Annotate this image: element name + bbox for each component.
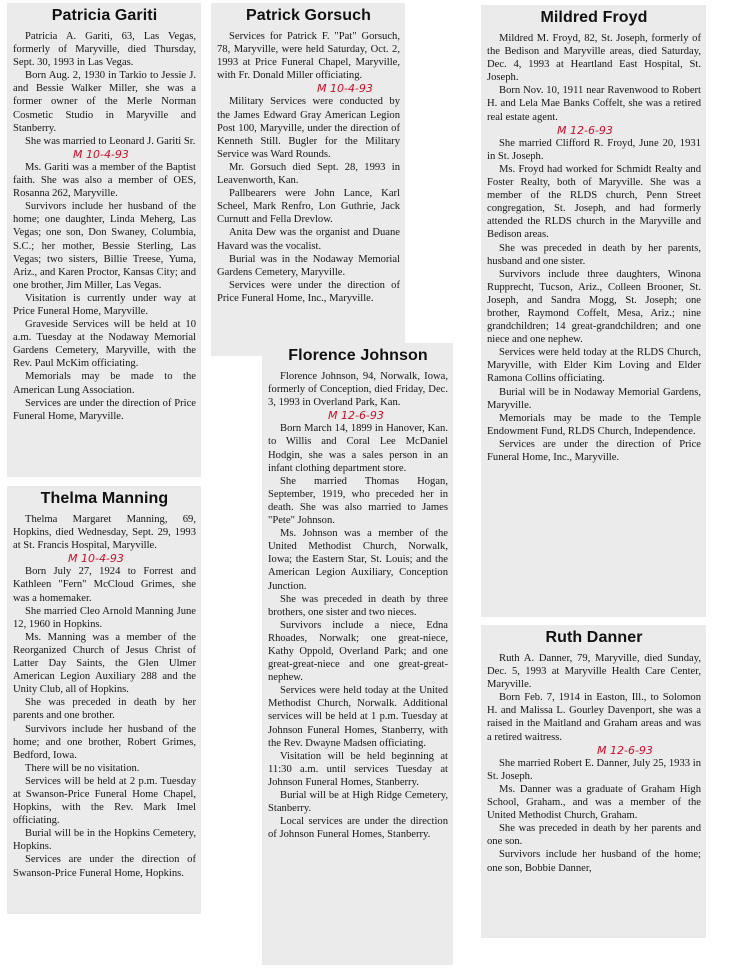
obituary-paragraph: Services are under the direction of Price Funeral Home, Inc., Maryville. (487, 438, 701, 463)
obituary-clipping-johnson (262, 343, 453, 965)
obituary-clipping-gariti (7, 3, 201, 477)
obituary-title: Mildred Froyd (540, 9, 648, 26)
obituary-paragraph: Ms. Manning was a member of the Reorganized Church of Jesus Christ of Latter Day Saints, the Glen Ulmer American Legion Auxiliary 288 and the Unity Club, all of Hopkins. (13, 631, 196, 696)
obituary-paragraph: Florence Johnson, 94, Norwalk, Iowa, formerly of Conception, died Friday, Dec. 3, 1993 in Overland Park, Kan. (268, 371, 448, 409)
obituary-paragraph: Survivors include her husband of the home; one son, Bobbie Danner, (487, 849, 701, 874)
obituary-paragraph: Survivors include three daughters, Winona Rupprecht, Tucson, Ariz., Colleen Brooner, St. Joseph, and Sandra Mogg, St. Joseph; one brother, Raymond Coffelt, Mesa, Ariz.; nine grandchildren; 14 great-grandchildren; and one niece and one nephew. (487, 268, 701, 346)
obituary-paragraph: Memorials may be made to the Temple Endowment Fund, RLDS Church, Independence. (487, 412, 701, 437)
obituary-paragraph: Thelma Margaret Manning, 69, Hopkins, died Wednesday, Sept. 29, 1993 at St. Francis Hospital, Maryville. (13, 514, 196, 552)
obituary-paragraph: Burial will be at High Ridge Cemetery, Stanberry. (268, 790, 448, 815)
obituary-paragraph: Services will be held at 2 p.m. Tuesday at Swanson-Price Funeral Home Chapel, Hopkins, with the Rev. Mark Imel officiating. (13, 775, 196, 827)
obituary-paragraph: Born July 27, 1924 to Forrest and Kathleen "Fern" McCloud Grimes, she was a homemaker. (13, 566, 196, 604)
obituary-paragraph: Services are under the direction of Swanson-Price Funeral Home, Hopkins. (13, 854, 196, 879)
obituary-clipping-froyd (481, 5, 706, 617)
obituary-paragraph: Memorials may be made to the American Lung Association. (13, 371, 196, 396)
obituary-title: Patrick Gorsuch (245, 7, 372, 24)
obituary-paragraph: Services were under the direction of Price Funeral Home, Inc., Maryville. (217, 279, 400, 304)
obituary-clipping-manning (7, 486, 201, 914)
obituary-paragraph: Services for Patrick F. "Pat" Gorsuch, 78, Maryville, were held Saturday, Oct. 2, 1993 at Price Funeral Chapel, Maryville, with Fr. Donald Miller officiating. (217, 31, 400, 82)
obituary-paragraph: Patricia A. Gariti, 63, Las Vegas, formerly of Maryville, died Thursday, Sept. 30, 1993 in Las Vegas. (13, 31, 196, 69)
obituary-title: Florence Johnson (288, 347, 428, 364)
obituary-paragraph: She married Cleo Arnold Manning June 12, 1960 in Hopkins. (13, 605, 196, 630)
obituary-paragraph: Ms. Danner was a graduate of Graham High School, Graham., and was a member of the United Methodist Church, Graham. (487, 783, 701, 822)
obituary-paragraph: Services were held today at the United Methodist Church, Norwalk. Additional services will be held at 1 p.m. Tuesday at Johnson Funeral Homes, Stanberry, with the Rev. Dwayne Madsen officiating. (268, 685, 448, 749)
obituary-paragraph: Burial was in the Nodaway Memorial Gardens Cemetery, Maryville. (217, 253, 400, 278)
handwritten-note: M 12-6-93 (597, 743, 653, 757)
obituary-paragraph: She was married to Leonard J. Gariti Sr. (25, 135, 196, 147)
obituary-paragraph: Ms. Gariti was a member of the Baptist faith. She was also a member of OES, Rosanna 262, Maryville. (13, 161, 196, 200)
obituary-paragraph: There will be no visitation. (25, 762, 140, 774)
obituary-paragraph: Local services are under the direction of Johnson Funeral Homes, Stanberry. (268, 816, 448, 841)
obituary-paragraph: She married Clifford R. Froyd, June 20, 1931 in St. Joseph. (487, 137, 701, 162)
obituary-paragraph: Services are under the direction of Price Funeral Home, Maryville. (13, 397, 196, 422)
obituary-paragraph: Services were held today at the RLDS Church, Maryville, with Elder Kim Loving and Elder Ramona Collins officiating. (487, 347, 701, 385)
obituary-paragraph: She married Thomas Hogan, September, 1919, who preceded her in death. She was also married to James "Pete" Johnson. (268, 475, 448, 527)
obituary-paragraph: Anita Dew was the organist and Duane Havard was the vocalist. (217, 227, 400, 252)
obituary-title: Ruth Danner (545, 629, 643, 646)
obituary-paragraph: Survivors include her husband of the home; one daughter, Linda Meherg, Las Vegas; one son, Don Swaney, Columbia, S.C.; her mother, Bessie Sterling, Las Vegas; two sisters, Billie Treese, Yuma, Ariz., and Karen Proctor, Kansas City; and one brother, Jim Miller, Las Vegas. (13, 201, 196, 291)
handwritten-note: M 12-6-93 (557, 123, 613, 137)
obituary-paragraph: Survivors include her husband of the home; and one brother, Robert Grimes, Bedford, Iowa. (13, 723, 196, 761)
obituary-paragraph: Mildred M. Froyd, 82, St. Joseph, formerly of the Bedison and Maryville areas, died Saturday, Dec. 4, 1993 at Heartland East Hospital, St. Joseph. (487, 33, 701, 84)
obituary-paragraph: Pallbearers were John Lance, Karl Scheel, Mark Renfro, Lon Guthrie, Jack Curnutt and Fella Drevlow. (217, 188, 400, 226)
obituary-paragraph: Burial will be in the Hopkins Cemetery, Hopkins. (13, 828, 196, 853)
obituary-clipping-danner (481, 625, 706, 938)
obituary-paragraph: Burial will be in Nodaway Memorial Gardens, Maryville. (487, 386, 701, 411)
obituary-paragraph: Survivors include a niece, Edna Rhoades, Norwalk; one great-niece, Kathy Oppold, Overland Park; and one great-great-niece and one great-great-nephew. (268, 619, 448, 684)
obituary-paragraph: She was preceded in death by her parents, husband and one sister. (487, 242, 701, 267)
obituary-paragraph: Ruth A. Danner, 79, Maryville, died Sunday, Dec. 5, 1993 at Maryville Health Care Center, Maryville. (487, 653, 701, 691)
obituary-paragraph: Military Services were conducted by the James Edward Gray American Legion Post 100, Maryville, under the direction of Kenneth Still. Bugler for the Military Service was Ward Rounds. (217, 96, 400, 160)
obituary-title: Thelma Manning (40, 490, 169, 507)
obituary-paragraph: She was preceded in death by three brothers, one sister and two nieces. (268, 593, 448, 618)
handwritten-note: M 10-4-93 (68, 552, 124, 566)
obituary-paragraph: Ms. Johnson was a member of the United Methodist Church, Norwalk, Iowa; the Eastern Star, St. Louis; and the American Legion Auxiliary, Conception Junction. (268, 528, 448, 592)
obituary-paragraph: Ms. Froyd had worked for Schmidt Realty and Foster Realty, both of Maryville. She was a member of the RLDS church, Penn Street congregation, St. Joseph, and had formerly attended the RLDS church in the Maryville and Bedison areas. (487, 163, 701, 241)
handwritten-note: M 10-4-93 (317, 82, 373, 96)
obituary-title: Patricia Gariti (51, 7, 158, 24)
obituary-paragraph: Mr. Gorsuch died Sept. 28, 1993 in Leavenworth, Kan. (217, 161, 400, 187)
obituary-paragraph: Born Feb. 7, 1914 in Easton, Ill., to Solomon H. and Malissa L. Gourley Davenport, she was a raised in the Maitland and Graham areas and was a retired waitress. (487, 692, 701, 743)
obituary-paragraph: Born Aug. 2, 1930 in Tarkio to Jessie J. and Bessie Walker Miller, she was a former owner of the Merle Norman Cosmetic Studio in Maryville and Stanberry. (13, 70, 196, 134)
obituary-paragraph: She married Robert E. Danner, July 25, 1933 in St. Joseph. (487, 757, 701, 782)
obituary-paragraph: Born March 14, 1899 in Hanover, Kan. to Willis and Coral Lee McDaniel Hodgin, she was a sales person in an infant clothing department store. (268, 423, 448, 474)
obituary-paragraph: Visitation is currently under way at Price Funeral Home, Maryville. (13, 292, 196, 317)
obituary-paragraph: She was preceded in death by her parents and one brother. (13, 697, 196, 722)
obituary-paragraph: Born Nov. 10, 1911 near Ravenwood to Robert H. and Lela Mae Banks Coffelt, she was a retired real estate agent. (487, 85, 701, 123)
handwritten-note: M 10-4-93 (73, 147, 129, 161)
obituary-paragraph: Visitation will be held beginning at 11:30 a.m. until services Tuesday at Johnson Funeral Homes, Stanberry. (268, 750, 448, 788)
obituary-paragraph: She was preceded in death by her parents and one son. (487, 823, 701, 848)
obituary-paragraph: Graveside Services will be held at 10 a.m. Tuesday at the Nodaway Memorial Gardens Cemetery, Maryville, with the Rev. Paul McKim officiating. (13, 319, 196, 370)
obituary-clipping-gorsuch (211, 3, 405, 356)
handwritten-note: M 12-6-93 (328, 409, 384, 423)
